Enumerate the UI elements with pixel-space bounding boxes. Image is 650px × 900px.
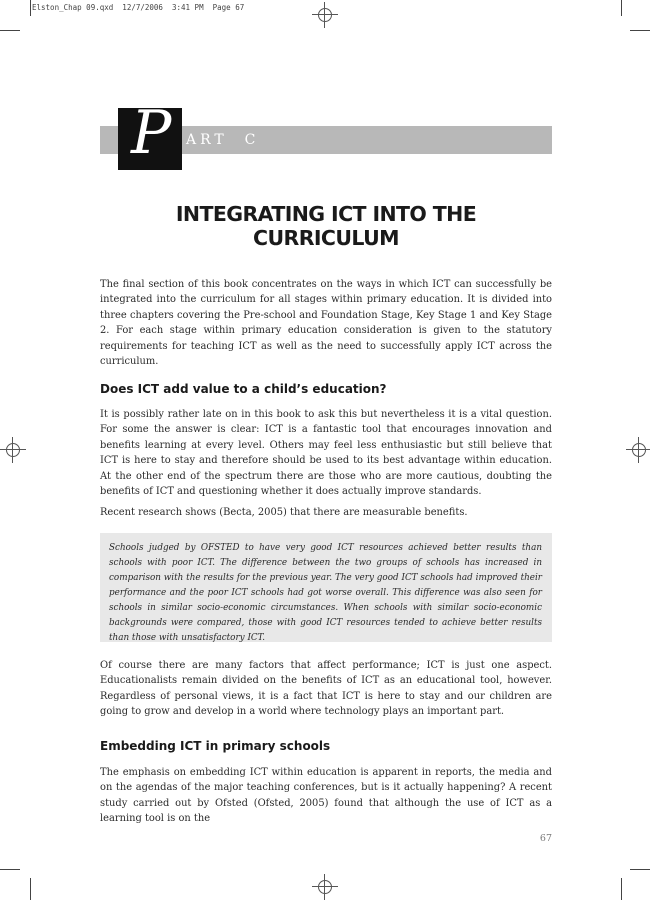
intro-paragraph: The final section of this book concentrates on the ways in which ICT can successfully be integrated into the curriculum for all stages within primary education. It is divided into three chapters covering the Pre-school and Foundation Stage, Key Stage 1 and Key Stage 2. For each stage within primary education consideration is given to the statutory requirements for teaching ICT as well as the need to successfully apply ICT across the curriculum. — [100, 279, 552, 368]
registration-mark-bottom — [312, 874, 338, 900]
page-number: 67 — [539, 833, 552, 844]
printer-slug: Elston_Chap 09.qxd 12/7/2006 3:41 PM Page 67 — [32, 3, 245, 12]
crop-mark-bottom-left-h — [0, 869, 20, 870]
section-paragraph: It is possibly rather late on in this book to ask this but nevertheless it is a vital question. For some the answer is clear: ICT is a fantastic tool that encourages innovation and benefits learning at every level. Others may feel less enthusiastic but still believe that ICT is here to stay and therefore should be used to its best advantage within education. At the other end of the spectrum there are those who are more cautious, doubting the benefits of ICT and questioning whether it does actually improve standards. — [100, 409, 552, 498]
crop-mark-bottom-left-v — [30, 878, 31, 900]
section-heading-embedding: Embedding ICT in primary schools — [100, 739, 331, 753]
section-paragraph: Recent research shows (Becta, 2005) that there are measurable benefits. — [100, 507, 468, 518]
part-initial-letter: P — [131, 98, 172, 168]
registration-mark-right — [626, 437, 650, 463]
section-paragraph: Of course there are many factors that affect performance; ICT is just one aspect. Educationalists remain divided on the benefits of ICT as an educational tool, however. Regardless of personal views, it is a fact that ICT is here to stay and our children are going to grow and develop in a world where technology plays an important part. — [100, 660, 552, 718]
crop-mark-top-right-h — [630, 30, 650, 31]
page-title: INTEGRATING ICT INTO THE CURRICULUM — [175, 202, 477, 250]
registration-mark-top — [312, 2, 338, 28]
crop-mark-top-left-h — [0, 30, 20, 31]
part-label: ART C — [186, 132, 260, 148]
crop-mark-bottom-right-h — [630, 869, 650, 870]
quote-text: Schools judged by OFSTED to have very good ICT resources achieved better results than schools with poor ICT. The difference between the two groups of schools has increased in comparison with the results for the previous year. The very good ICT schools had improved their performance and the poor ICT schools had got worse overall. This difference was also seen for schools in similar socio-economic circumstances. When schools with similar socio-economic backgrounds were compared, those with good ICT resources tended to achieve better results than those with unsatisfactory ICT. — [109, 543, 542, 643]
registration-mark-left — [0, 437, 26, 463]
section-heading-value: Does ICT add value to a child’s education? — [100, 382, 387, 396]
crop-mark-top-left-v — [30, 0, 31, 16]
crop-mark-top-right-v — [621, 0, 622, 16]
crop-mark-bottom-right-v — [621, 878, 622, 900]
section-paragraph: The emphasis on embedding ICT within education is apparent in reports, the media and on the agendas of the major teaching conferences, but is it actually happening? A recent study carried out by Ofsted (Ofsted, 2005) found that although the use of ICT as a learning tool is on the — [100, 767, 552, 825]
